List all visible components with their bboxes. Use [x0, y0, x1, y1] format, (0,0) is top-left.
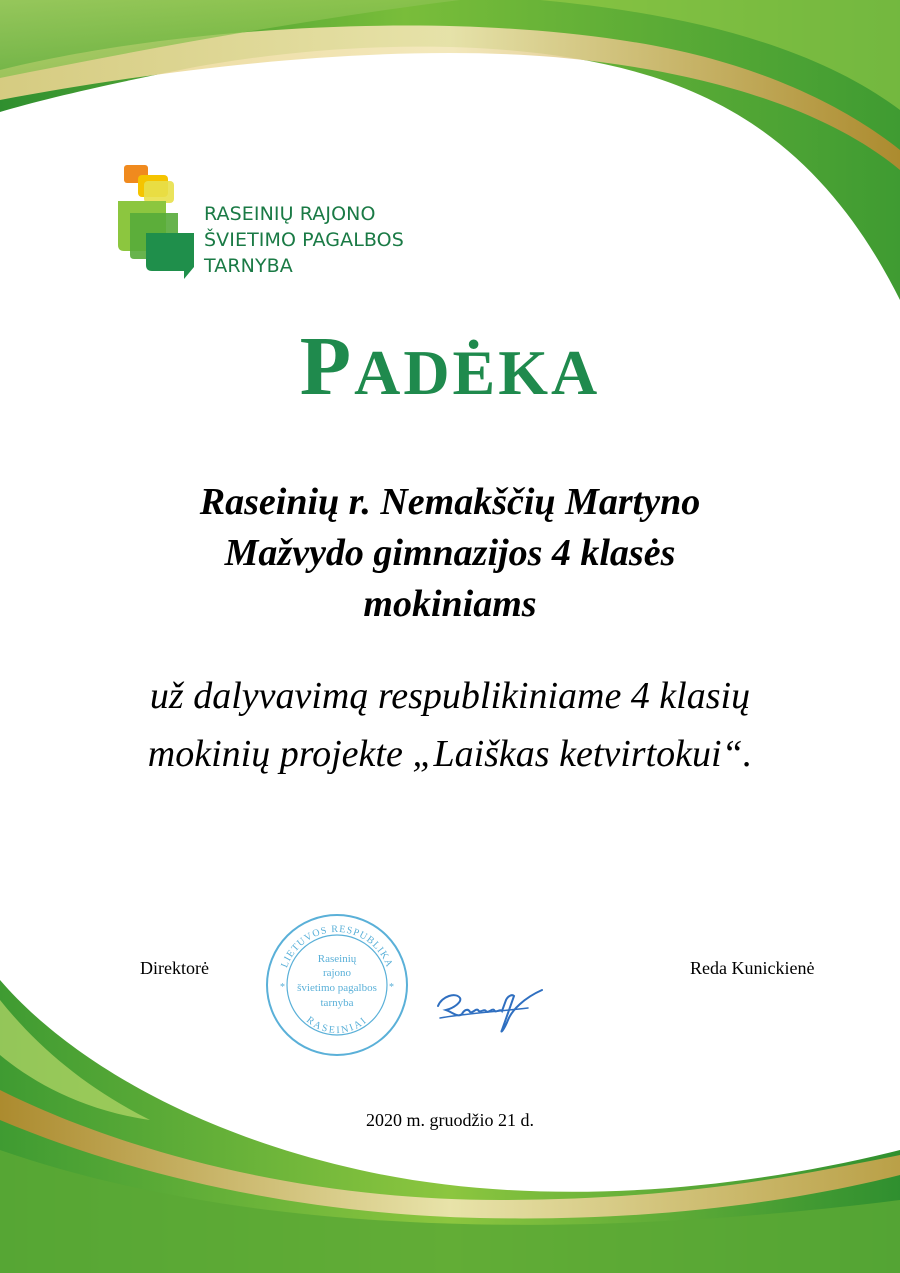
stamp-star-right-icon: * — [389, 982, 394, 993]
logo-line-2: ŠVIETIMO PAGALBOS — [204, 229, 404, 251]
title-rest: ADĖKA — [354, 337, 601, 408]
stamp-center-line-2: rajono — [322, 967, 352, 979]
reason-line-2: mokinių projekte „Laiškas ketvirtokui“. — [147, 733, 753, 775]
organization-logo — [118, 163, 438, 283]
stamp-center-line-4: tarnyba — [320, 997, 354, 1009]
stamp-ring-bottom: RASEINIAI — [304, 1014, 370, 1037]
logo-mark-icon — [118, 163, 198, 281]
recipient-line-1: Raseinių r. Nemakščių Martyno — [199, 481, 701, 523]
director-name: Reda Kunickienė — [690, 958, 815, 978]
stamp-center-line-3: švietimo pagalbos — [297, 982, 377, 994]
stamp-ring-top: LIETUVOS RESPUBLIKA — [279, 923, 395, 970]
reason-line-1: už dalyvavimą respublikiniame 4 klasių — [149, 675, 751, 717]
stamp-star-left-icon: * — [280, 982, 285, 993]
stamp-center-line-1: Raseinių — [317, 953, 357, 965]
page-title — [0, 322, 900, 418]
logo-line-1: RASEINIŲ RAJONO — [204, 203, 376, 225]
issue-date: 2020 m. gruodžio 21 d. — [366, 1110, 534, 1130]
reason-block — [0, 667, 900, 783]
recipient-line-3: mokiniams — [363, 583, 537, 625]
bottom-decorative-swoosh — [0, 960, 900, 1273]
logo-text — [204, 201, 404, 279]
title-initial: P — [299, 320, 355, 413]
recipient-block — [100, 477, 800, 630]
logo-line-3: TARNYBA — [204, 255, 293, 277]
director-role-label: Direktorė — [140, 958, 209, 978]
recipient-line-2: Mažvydo gimnazijos 4 klasės — [224, 532, 676, 574]
